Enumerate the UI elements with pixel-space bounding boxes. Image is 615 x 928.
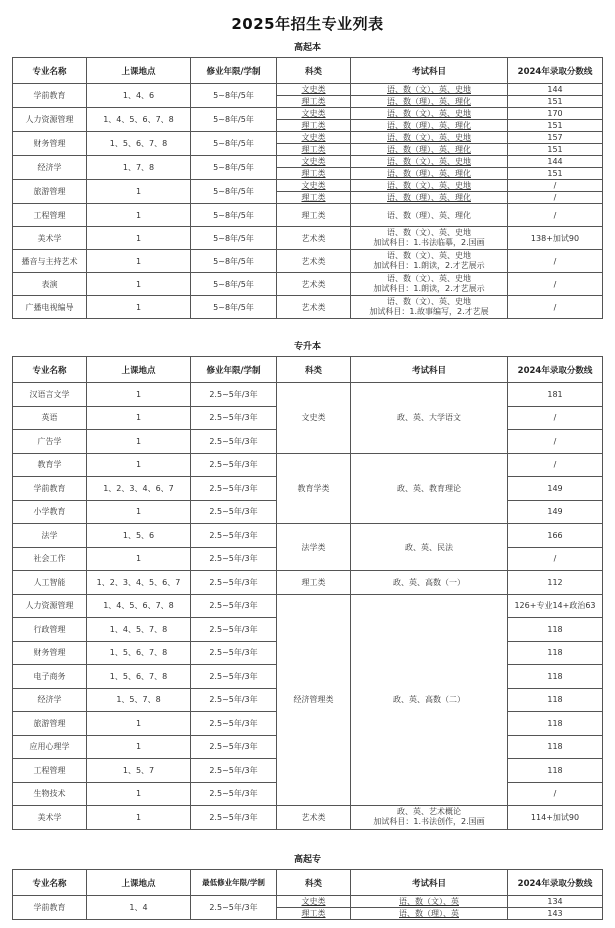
score: 118 (508, 735, 603, 759)
category: 理工类 (277, 168, 351, 180)
subjects: 语、数（理）、英、理化 (351, 204, 508, 227)
location: 1 (87, 782, 191, 806)
location: 1 (87, 383, 191, 407)
score: 144 (508, 84, 603, 96)
score: 118 (508, 688, 603, 712)
location: 1、5、7、8 (87, 688, 191, 712)
location: 1、4、5、6、7、8 (87, 108, 191, 132)
subjects: 语、数（理）、英、理化 (351, 192, 508, 204)
location: 1、2、3、4、5、6、7 (87, 571, 191, 595)
location: 1、7、8 (87, 156, 191, 180)
major-name: 生物技术 (13, 782, 87, 806)
location: 1、4、5、7、8 (87, 618, 191, 642)
major-name: 表演 (13, 273, 87, 296)
header-category: 科类 (277, 870, 351, 896)
table-row (13, 250, 603, 273)
subjects-main: 语、数（文）、英、史地 (387, 228, 471, 237)
duration: 2.5~5年/3年 (191, 383, 277, 407)
location: 1 (87, 296, 191, 319)
duration: 5~8年/5年 (191, 296, 277, 319)
subjects: 政、英、高数（一） (351, 571, 508, 595)
score: / (508, 204, 603, 227)
subjects-extra: 加试科目：1.故事编写，2.才艺展 (369, 307, 489, 316)
major-name: 经济学 (13, 156, 87, 180)
header-major: 专业名称 (13, 870, 87, 896)
subjects (351, 250, 508, 273)
category: 理工类 (277, 96, 351, 108)
score: 149 (508, 477, 603, 501)
table-row (13, 594, 603, 618)
subjects: 政、英、大学语文 (351, 383, 508, 454)
major-name: 旅游管理 (13, 712, 87, 736)
duration: 5~8年/5年 (191, 84, 277, 108)
location: 1 (87, 547, 191, 571)
major-name: 学前教育 (13, 896, 87, 920)
table-row (13, 204, 603, 227)
header-subjects: 考试科目 (351, 870, 508, 896)
score: / (508, 547, 603, 571)
header-subjects: 考试科目 (351, 58, 508, 84)
score: 170 (508, 108, 603, 120)
header-subjects: 考试科目 (351, 357, 508, 383)
subjects: 语、数（理）、英、理化 (351, 96, 508, 108)
subjects-extra: 加试科目：1.朗读，2.才艺展示 (373, 261, 485, 270)
score: 118 (508, 665, 603, 689)
category: 理工类 (277, 120, 351, 132)
major-name: 电子商务 (13, 665, 87, 689)
section-title-zhuanshengben: 专升本 (293, 342, 321, 352)
major-name: 学前教育 (13, 84, 87, 108)
table-row (13, 571, 603, 595)
location: 1 (87, 500, 191, 524)
location: 1 (87, 227, 191, 250)
location: 1 (87, 406, 191, 430)
location: 1 (87, 204, 191, 227)
score: 118 (508, 712, 603, 736)
score: 143 (508, 908, 603, 920)
header-duration: 修业年限/学制 (191, 357, 277, 383)
section-title-gaoqizhuan: 高起专 (293, 855, 321, 865)
score: / (508, 180, 603, 192)
location: 1 (87, 712, 191, 736)
major-name: 教育学 (13, 453, 87, 477)
score: 151 (508, 144, 603, 156)
subjects: 语、数（文）、英、史地 (351, 180, 508, 192)
category: 经济管理类 (277, 594, 351, 806)
subjects-extra: 加试科目：1.朗读，2.才艺展示 (373, 284, 485, 293)
major-name: 汉语言文学 (13, 383, 87, 407)
subjects: 政、英、教育理论 (351, 453, 508, 524)
score: 118 (508, 618, 603, 642)
subjects: 语、数（理）、英、理化 (351, 120, 508, 132)
score: / (508, 296, 603, 319)
header-duration: 修业年限/学制 (191, 58, 277, 84)
subjects: 语、数（理）、英、理化 (351, 168, 508, 180)
score: 149 (508, 500, 603, 524)
table-row (13, 108, 603, 120)
score: 166 (508, 524, 603, 548)
duration: 2.5~5年/3年 (191, 896, 277, 920)
duration: 2.5~5年/3年 (191, 453, 277, 477)
duration: 2.5~5年/3年 (191, 688, 277, 712)
duration: 2.5~5年/3年 (191, 571, 277, 595)
major-name: 广播电视编导 (13, 296, 87, 319)
location: 1 (87, 735, 191, 759)
subjects: 语、数（文）、英、史地 (351, 132, 508, 144)
category: 文史类 (277, 156, 351, 168)
location: 1 (87, 273, 191, 296)
table-row (13, 296, 603, 319)
major-name: 美术学 (13, 227, 87, 250)
location: 1、5、6、7、8 (87, 665, 191, 689)
category: 理工类 (277, 204, 351, 227)
header-score: 2024年录取分数线 (508, 58, 603, 84)
location: 1、5、6、7、8 (87, 132, 191, 156)
header-duration: 最低修业年限/学制 (191, 870, 277, 896)
header-major: 专业名称 (13, 58, 87, 84)
category: 艺术类 (277, 227, 351, 250)
subjects: 政、英、民法 (351, 524, 508, 571)
header-score: 2024年录取分数线 (508, 870, 603, 896)
section-title-gaoqiben: 高起本 (293, 43, 321, 53)
major-name: 人工智能 (13, 571, 87, 595)
score: / (508, 192, 603, 204)
score: / (508, 782, 603, 806)
score: 151 (508, 120, 603, 132)
table-row (13, 132, 603, 144)
header-category: 科类 (277, 357, 351, 383)
major-name: 法学 (13, 524, 87, 548)
major-name: 经济学 (13, 688, 87, 712)
location: 1、4 (87, 896, 191, 920)
duration: 2.5~5年/3年 (191, 806, 277, 830)
duration: 2.5~5年/3年 (191, 712, 277, 736)
subjects (351, 296, 508, 319)
category: 艺术类 (277, 273, 351, 296)
major-name: 美术学 (13, 806, 87, 830)
page-title: 2025年招生专业列表 (231, 15, 384, 33)
score: / (508, 430, 603, 454)
table-row (13, 383, 603, 407)
location: 1、5、6 (87, 524, 191, 548)
category: 文史类 (277, 132, 351, 144)
duration: 2.5~5年/3年 (191, 641, 277, 665)
major-name: 社会工作 (13, 547, 87, 571)
subjects: 语、数（理）、英 (351, 908, 508, 920)
subjects: 语、数（文）、英、史地 (351, 84, 508, 96)
category: 文史类 (277, 383, 351, 454)
location: 1 (87, 250, 191, 273)
table-row (13, 524, 603, 548)
header-location: 上课地点 (87, 357, 191, 383)
duration: 2.5~5年/3年 (191, 500, 277, 524)
table-gaoqiben (12, 57, 603, 319)
score: / (508, 453, 603, 477)
major-name: 广告学 (13, 430, 87, 454)
table-header-row (13, 58, 603, 84)
duration: 5~8年/5年 (191, 156, 277, 180)
duration: 2.5~5年/3年 (191, 406, 277, 430)
major-name: 应用心理学 (13, 735, 87, 759)
score: 157 (508, 132, 603, 144)
location: 1、4、5、6、7、8 (87, 594, 191, 618)
category: 文史类 (277, 896, 351, 908)
score: 118 (508, 759, 603, 783)
score: 126+专业14+政治63 (508, 594, 603, 618)
header-score: 2024年录取分数线 (508, 357, 603, 383)
table-row (13, 806, 603, 830)
header-category: 科类 (277, 58, 351, 84)
major-name: 人力资源管理 (13, 108, 87, 132)
table-row (13, 84, 603, 96)
score: 134 (508, 896, 603, 908)
subjects-extra: 加试科目：1.书法创作，2.国画 (373, 817, 485, 827)
table-row (13, 273, 603, 296)
header-major: 专业名称 (13, 357, 87, 383)
score: 144 (508, 156, 603, 168)
duration: 2.5~5年/3年 (191, 477, 277, 501)
duration: 5~8年/5年 (191, 180, 277, 204)
category: 理工类 (277, 908, 351, 920)
subjects (351, 227, 508, 250)
duration: 2.5~5年/3年 (191, 618, 277, 642)
score: / (508, 406, 603, 430)
score: 181 (508, 383, 603, 407)
subjects: 政、英、高数（二） (351, 594, 508, 806)
header-location: 上课地点 (87, 870, 191, 896)
score: 114+加试90 (508, 806, 603, 830)
location: 1、5、7 (87, 759, 191, 783)
duration: 2.5~5年/3年 (191, 759, 277, 783)
major-name: 学前教育 (13, 477, 87, 501)
table-gaoqizhuan (12, 869, 603, 920)
table-row (13, 453, 603, 477)
duration: 2.5~5年/3年 (191, 547, 277, 571)
subjects (351, 273, 508, 296)
duration: 2.5~5年/3年 (191, 782, 277, 806)
header-location: 上课地点 (87, 58, 191, 84)
subjects: 语、数（文）、英、史地 (351, 108, 508, 120)
subjects (351, 806, 508, 830)
category: 艺术类 (277, 296, 351, 319)
table-row (13, 227, 603, 250)
location: 1 (87, 453, 191, 477)
table-header-row (13, 357, 603, 383)
duration: 2.5~5年/3年 (191, 735, 277, 759)
major-name: 小学教育 (13, 500, 87, 524)
category: 文史类 (277, 84, 351, 96)
subjects-extra: 加试科目：1.书法临摹，2.国画 (373, 238, 485, 247)
score: 112 (508, 571, 603, 595)
major-name: 工程管理 (13, 204, 87, 227)
category: 理工类 (277, 571, 351, 595)
major-name: 财务管理 (13, 132, 87, 156)
location: 1、5、6、7、8 (87, 641, 191, 665)
location: 1、2、3、4、6、7 (87, 477, 191, 501)
score: 118 (508, 641, 603, 665)
major-name: 工程管理 (13, 759, 87, 783)
subjects: 语、数（文）、英、史地 (351, 156, 508, 168)
table-row (13, 896, 603, 908)
major-name: 播音与主持艺术 (13, 250, 87, 273)
category: 教育学类 (277, 453, 351, 524)
duration: 5~8年/5年 (191, 273, 277, 296)
duration: 2.5~5年/3年 (191, 594, 277, 618)
subjects: 语、数（理）、英、理化 (351, 144, 508, 156)
category: 理工类 (277, 192, 351, 204)
duration: 5~8年/5年 (191, 227, 277, 250)
major-name: 财务管理 (13, 641, 87, 665)
score: / (508, 250, 603, 273)
subjects-main: 语、数（文）、英、史地 (387, 297, 471, 306)
category: 艺术类 (277, 806, 351, 830)
location: 1、4、6 (87, 84, 191, 108)
table-zhuanshengben (12, 356, 603, 830)
subjects-main: 政、英、艺术概论 (397, 807, 461, 817)
score: 138+加试90 (508, 227, 603, 250)
table-header-row (13, 870, 603, 896)
duration: 5~8年/5年 (191, 108, 277, 132)
duration: 5~8年/5年 (191, 204, 277, 227)
category: 法学类 (277, 524, 351, 571)
subjects-main: 语、数（文）、英、史地 (387, 251, 471, 260)
major-name: 人力资源管理 (13, 594, 87, 618)
location: 1 (87, 806, 191, 830)
subjects: 语、数（文）、英 (351, 896, 508, 908)
major-name: 英语 (13, 406, 87, 430)
duration: 2.5~5年/3年 (191, 430, 277, 454)
duration: 5~8年/5年 (191, 250, 277, 273)
table-row (13, 156, 603, 168)
category: 文史类 (277, 108, 351, 120)
duration: 5~8年/5年 (191, 132, 277, 156)
category: 理工类 (277, 144, 351, 156)
location: 1 (87, 430, 191, 454)
duration: 2.5~5年/3年 (191, 665, 277, 689)
score: / (508, 273, 603, 296)
table-row (13, 180, 603, 192)
score: 151 (508, 168, 603, 180)
major-name: 旅游管理 (13, 180, 87, 204)
score: 151 (508, 96, 603, 108)
category: 艺术类 (277, 250, 351, 273)
subjects-main: 语、数（文）、英、史地 (387, 274, 471, 283)
major-name: 行政管理 (13, 618, 87, 642)
location: 1 (87, 180, 191, 204)
category: 文史类 (277, 180, 351, 192)
duration: 2.5~5年/3年 (191, 524, 277, 548)
